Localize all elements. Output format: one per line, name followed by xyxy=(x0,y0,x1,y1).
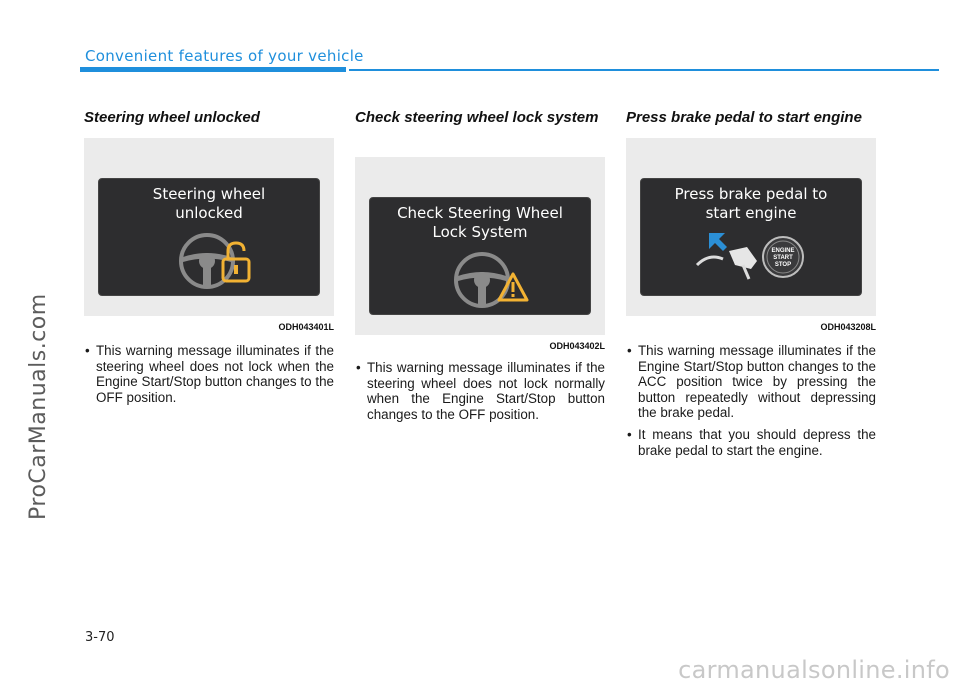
display-message: Steering wheel unlocked xyxy=(152,185,266,222)
list-item: • This warning message illuminates if the Engine Start/Stop button changes to the ACC position twice by pressing the button repeatedly without depressing the brake pedal. xyxy=(626,343,876,421)
figure-panel xyxy=(626,138,876,332)
steering-wheel-unlock-icon xyxy=(175,229,255,291)
cluster-display xyxy=(369,197,591,315)
display-message: Press brake pedal to start engine xyxy=(674,185,828,222)
bullet-list xyxy=(355,360,605,428)
display-message: Check Steering Wheel Lock System xyxy=(397,204,563,241)
header-rule-thin xyxy=(349,69,939,71)
figure-panel xyxy=(355,157,605,351)
svg-text:STOP: STOP xyxy=(774,262,792,268)
section-title: Press brake pedal to start engine xyxy=(626,109,862,126)
list-item: • This warning message illuminates if the steering wheel does not lock normally when the Engine Start/Stop button changes to the OFF position. xyxy=(355,360,605,422)
figure-code: ODH043402L xyxy=(549,341,605,351)
cluster-display xyxy=(640,178,862,296)
svg-text:ENGINE: ENGINE xyxy=(771,248,795,254)
svg-text:START: START xyxy=(773,255,793,261)
bottom-watermark: carmanualsonline.info xyxy=(678,656,950,684)
list-item: • This warning message illuminates if the steering wheel does not lock when the Engine Start/Stop button changes to the OFF position. xyxy=(84,343,334,405)
list-item: • It means that you should depress the brake pedal to start the engine. xyxy=(626,427,876,458)
bullet-list xyxy=(84,343,334,411)
brake-pedal-start-button-icon xyxy=(691,225,811,291)
cluster-display xyxy=(98,178,320,296)
figure-code: ODH043401L xyxy=(278,322,334,332)
bullet-list xyxy=(626,343,876,464)
figure-code: ODH043208L xyxy=(820,322,876,332)
header-rule-thick xyxy=(80,67,346,72)
page-number: 3-70 xyxy=(85,630,115,645)
section-title: Check steering wheel lock system xyxy=(355,109,599,126)
section-header-title: Convenient features of your vehicle xyxy=(85,47,364,65)
section-title: Steering wheel unlocked xyxy=(84,109,260,126)
side-watermark: ProCarManuals.com xyxy=(26,293,51,520)
steering-wheel-warning-icon xyxy=(450,248,530,310)
figure-panel xyxy=(84,138,334,332)
